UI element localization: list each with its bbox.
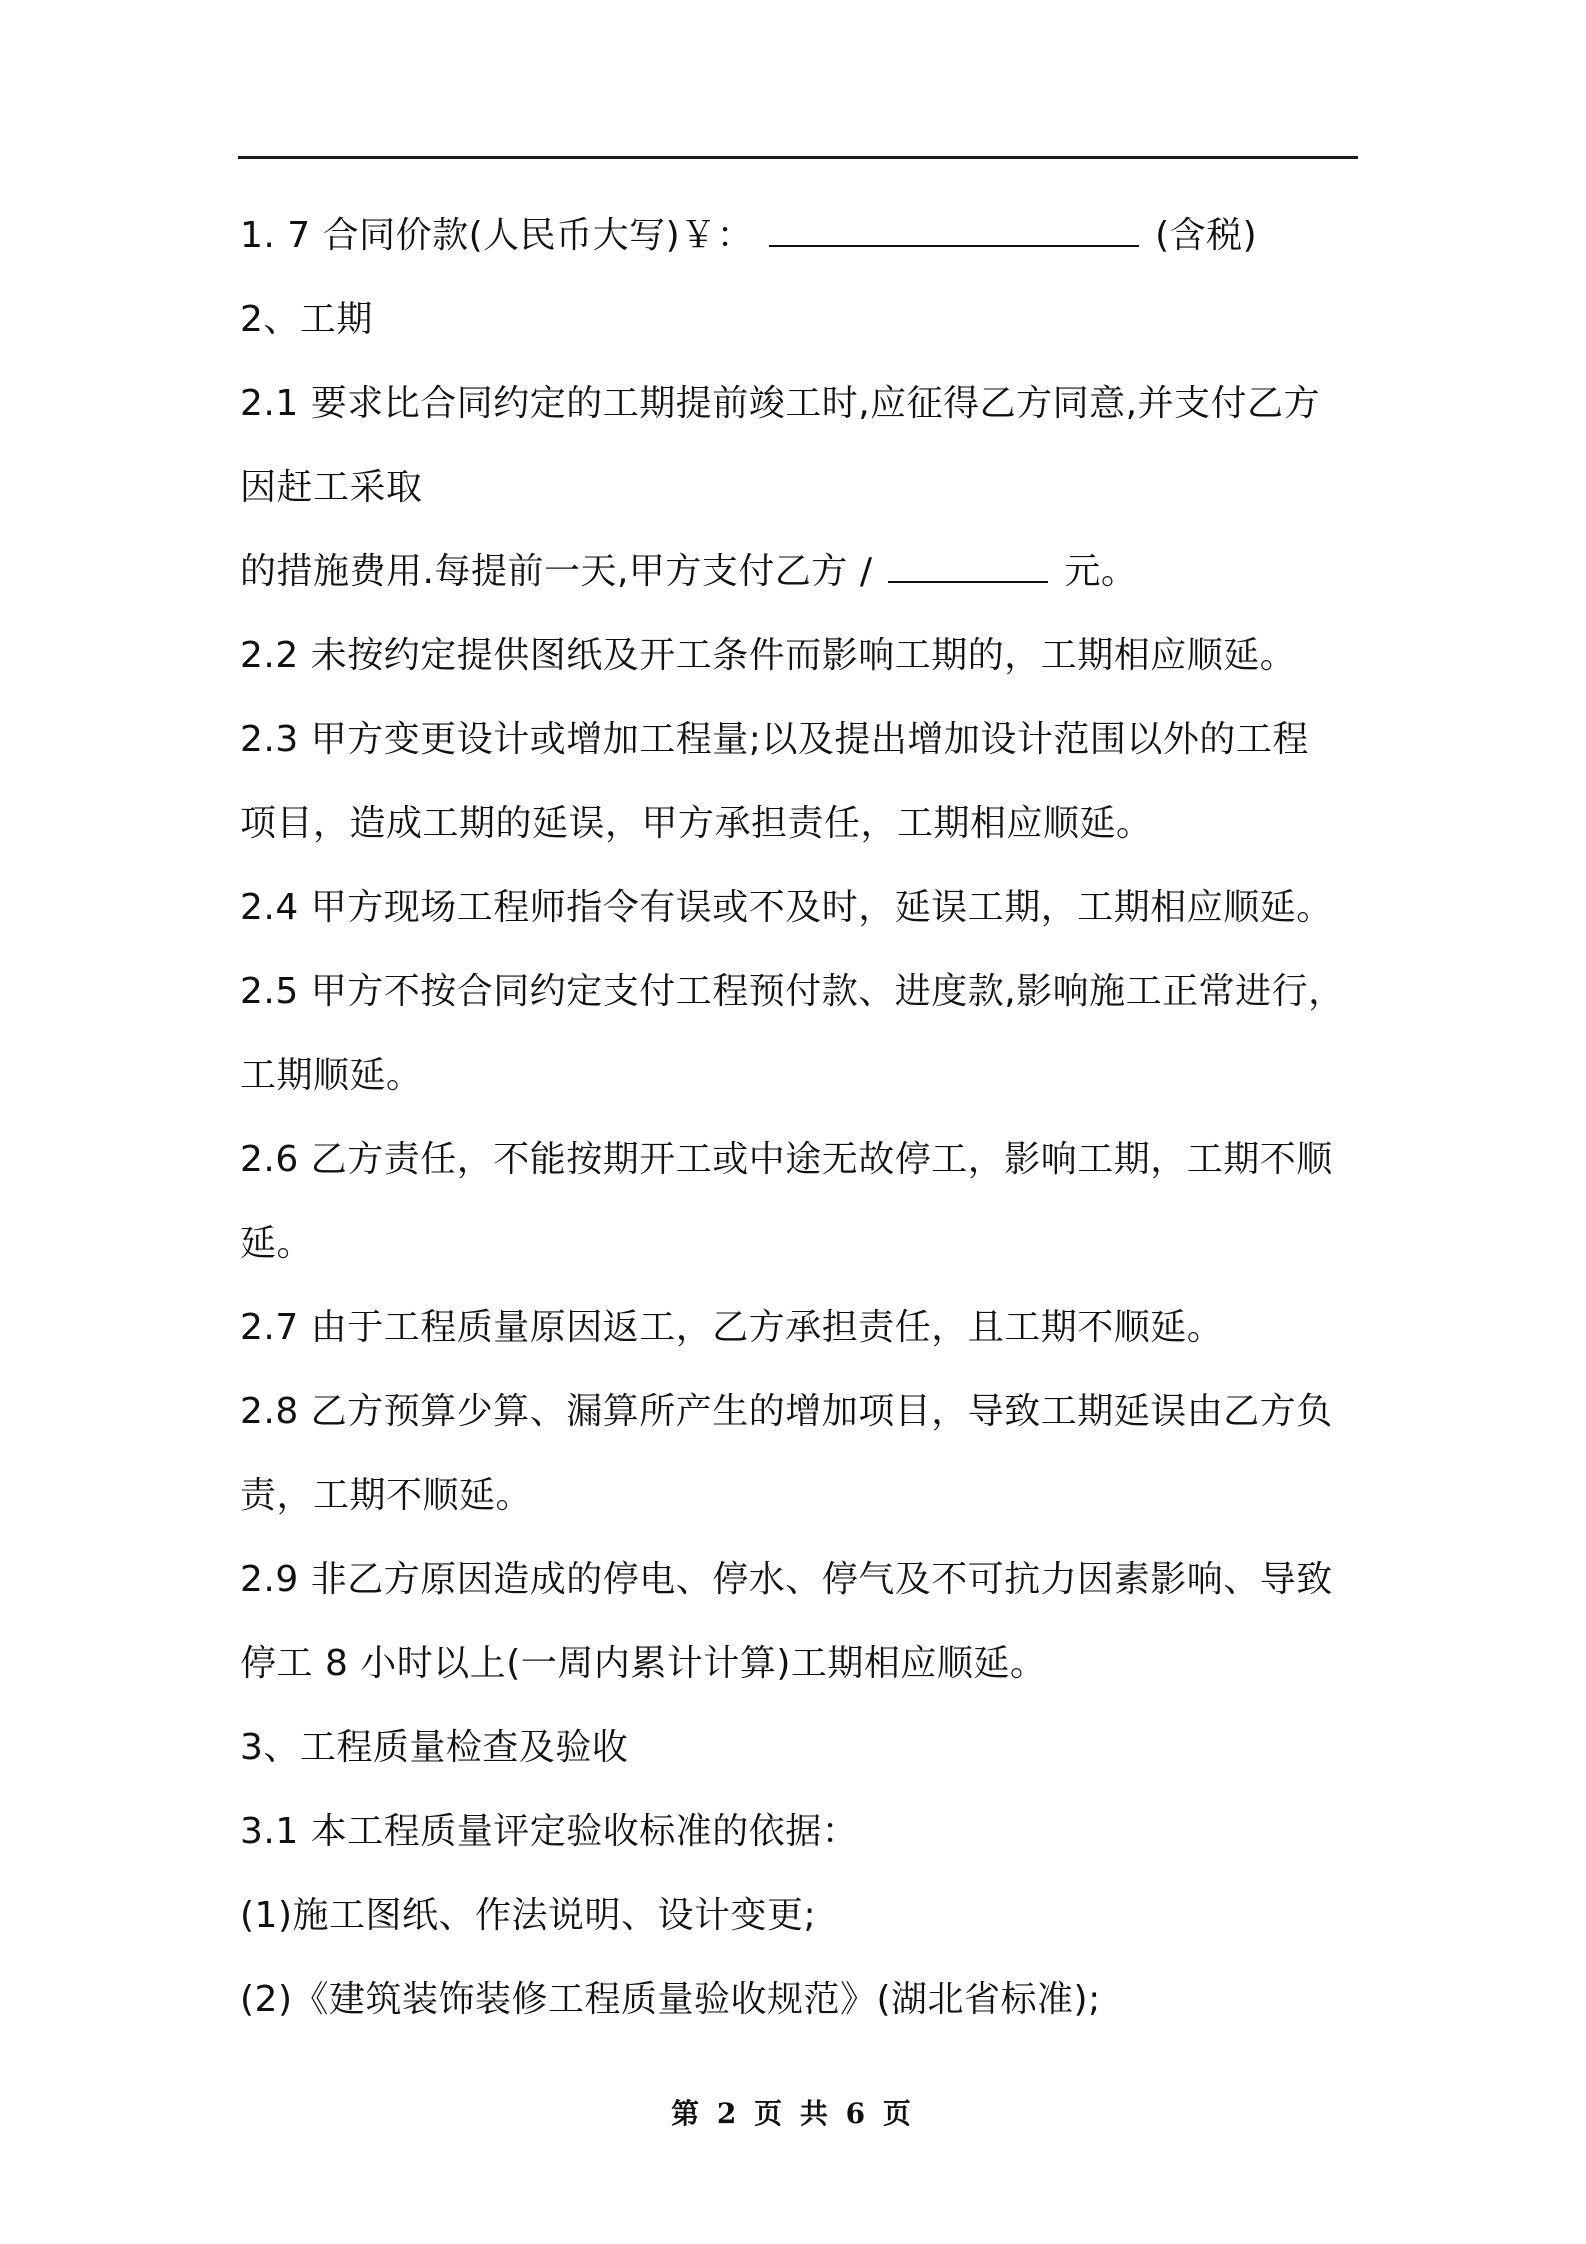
daily-fee-blank: [888, 581, 1048, 583]
clause-2-9-cont: [240, 1622, 1370, 1706]
clause-2-3-cont: [240, 782, 1370, 866]
clause-2-2: [240, 614, 1370, 698]
contract-price-blank: [769, 245, 1139, 247]
clause-2-9-cont-text: 停工 8 小时以上(一周内累计计算)工期相应顺延。: [240, 1643, 1047, 1684]
clause-3-1-text: 3.1 本工程质量评定验收标准的依据：: [240, 1811, 859, 1852]
clause-1-7: [240, 194, 1370, 278]
section-3-heading-text: 3、工程质量检查及验收: [240, 1727, 629, 1768]
clause-2-5: [240, 950, 1370, 1034]
clause-2-1-cont2: [240, 530, 1370, 614]
clause-2-5-text: 2.5 甲方不按合同约定支付工程预付款、进度款,影响施工正常进行，: [240, 971, 1345, 1012]
clause-1-7-label: 1. 7 合同价款(人民币大写)￥：: [240, 215, 754, 256]
clause-2-1-cont2-text: 的措施费用.每提前一天,甲方支付乙方 /: [240, 551, 873, 592]
document-body: [240, 194, 1370, 2042]
clause-2-8-cont-text: 责，工期不顺延。: [240, 1475, 533, 1516]
header-rule: [238, 156, 1358, 159]
clause-2-2-text: 2.2 未按约定提供图纸及开工条件而影响工期的，工期相应顺延。: [240, 635, 1297, 676]
clause-2-1-cont-text: 因赶工采取: [240, 467, 423, 508]
clause-2-6: [240, 1118, 1370, 1202]
clause-2-3-cont-text: 项目，造成工期的延误，甲方承担责任，工期相应顺延。: [240, 803, 1153, 844]
page-number-footer: 第 2 页 共 6 页: [671, 2097, 915, 2130]
clause-2-1-text: 2.1 要求比合同约定的工期提前竣工时,应征得乙方同意,并支付乙方: [240, 383, 1321, 424]
clause-2-4-text: 2.4 甲方现场工程师指令有误或不及时，延误工期，工期相应顺延。: [240, 887, 1333, 928]
clause-3-1-item-2-text: (2)《建筑装饰装修工程质量验收规范》(湖北省标准);: [240, 1979, 1101, 2020]
clause-3-1-item-1-text: (1)施工图纸、作法说明、设计变更;: [240, 1895, 817, 1936]
clause-2-6-text: 2.6 乙方责任，不能按期开工或中途无故停工，影响工期，工期不顺: [240, 1139, 1333, 1180]
clause-2-4: [240, 866, 1370, 950]
clause-2-5-cont-text: 工期顺延。: [240, 1055, 423, 1096]
clause-3-1-item-1: [240, 1874, 1370, 1958]
clause-2-1-unit: 元。: [1064, 551, 1138, 592]
clause-2-6-cont-text: 延。: [240, 1223, 314, 1264]
clause-1-7-suffix: (含税): [1155, 215, 1258, 256]
clause-2-1: [240, 362, 1370, 446]
clause-3-1-item-2: [240, 1958, 1370, 2042]
section-2-heading: [240, 278, 1370, 362]
clause-2-7: [240, 1286, 1370, 1370]
clause-2-7-text: 2.7 由于工程质量原因返工，乙方承担责任，且工期不顺延。: [240, 1307, 1224, 1348]
clause-2-3: [240, 698, 1370, 782]
clause-2-8-cont: [240, 1454, 1370, 1538]
clause-2-9: [240, 1538, 1370, 1622]
clause-2-5-cont: [240, 1034, 1370, 1118]
section-2-heading-text: 2、工期: [240, 299, 373, 340]
clause-2-6-cont: [240, 1202, 1370, 1286]
clause-2-8: [240, 1370, 1370, 1454]
clause-2-8-text: 2.8 乙方预算少算、漏算所产生的增加项目，导致工期延误由乙方负: [240, 1391, 1333, 1432]
section-3-heading: [240, 1706, 1370, 1790]
clause-2-3-text: 2.3 甲方变更设计或增加工程量;以及提出增加设计范围以外的工程: [240, 719, 1309, 760]
clause-2-9-text: 2.9 非乙方原因造成的停电、停水、停气及不可抗力因素影响、导致: [240, 1559, 1333, 1600]
clause-2-1-cont: [240, 446, 1370, 530]
clause-3-1: [240, 1790, 1370, 1874]
